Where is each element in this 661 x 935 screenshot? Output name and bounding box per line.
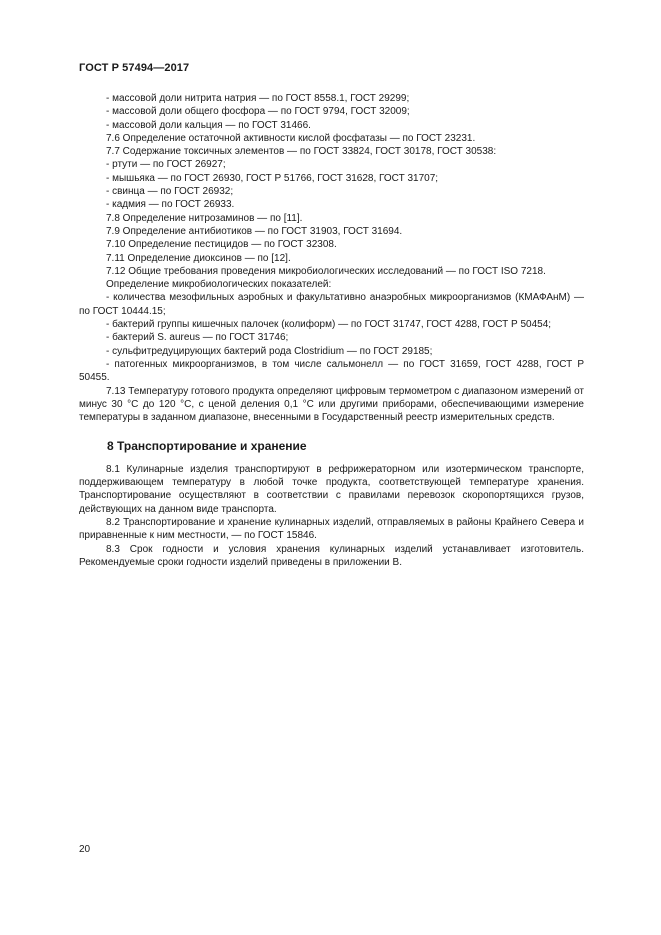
list-item: - массовой доли кальция — по ГОСТ 31466. bbox=[106, 119, 311, 131]
page-number: 20 bbox=[79, 844, 91, 855]
paragraph: 8.1 Кулинарные изделия транспортируют в рефрижераторном или изотермическом транспорте, поддерживающем температуру в любой точке продукта, соответствующей температуре хранения. Транспортирование осуществляют в соответствии с правилами перевозок скоропортящихся грузов, действующих на данном виде транспорта. bbox=[79, 463, 584, 515]
document-header: ГОСТ Р 57494—2017 bbox=[79, 62, 190, 74]
list-item: 7.13 Температуру готового продукта определяют цифровым термометром с диапазоном измерений от минус 30 °С до 120 °С, с ценой деления 0,1 °С или другими приборами, обеспечивающими измерение температуры в заданном диапазоне, внесенными в Государственный реестр измерительных средств. bbox=[79, 385, 584, 424]
paragraph: 8.2 Транспортирование и хранение кулинарных изделий, отправляемых в районы Крайнего Севера и приравненные к ним местности, — по ГОСТ 15846. bbox=[79, 516, 584, 542]
list-item: 7.11 Определение диоксинов — по [12]. bbox=[106, 252, 291, 264]
paragraph: 8.3 Срок годности и условия хранения кулинарных изделий устанавливает изготовитель. Рекомендуемые сроки годности изделий приведены в приложении В. bbox=[79, 543, 584, 568]
list-item: - сульфитредуцирующих бактерий рода Clostridium — по ГОСТ 29185; bbox=[106, 345, 433, 357]
list-item: 7.9 Определение антибиотиков — по ГОСТ 31903, ГОСТ 31694. bbox=[106, 225, 403, 237]
section-7-list bbox=[79, 92, 584, 424]
list-item: - бактерий группы кишечных палочек (колиформ) — по ГОСТ 31747, ГОСТ 4288, ГОСТ Р 50454; bbox=[106, 319, 552, 331]
list-item: 7.12 Общие требования проведения микробиологических исследований — по ГОСТ ISO 7218. bbox=[106, 265, 546, 277]
section-8-heading: 8 Транспортирование и хранение bbox=[107, 439, 307, 454]
section-8-body bbox=[79, 463, 584, 569]
document-body bbox=[79, 92, 584, 569]
list-item: Определение микробиологических показателей: bbox=[106, 279, 332, 291]
list-item: 7.10 Определение пестицидов — по ГОСТ 32308. bbox=[106, 239, 337, 251]
list-item: - патогенных микроорганизмов, в том числе сальмонелл — по ГОСТ 31659, ГОСТ 4288, ГОСТ Р 50455. bbox=[79, 358, 584, 384]
list-item: - массовой доли нитрита натрия — по ГОСТ 8558.1, ГОСТ 29299; bbox=[106, 93, 410, 104]
list-item: 7.7 Содержание токсичных элементов — по ГОСТ 33824, ГОСТ 30178, ГОСТ 30538: bbox=[106, 146, 497, 158]
list-item: - бактерий S. aureus — по ГОСТ 31746; bbox=[106, 332, 289, 344]
list-item: - кадмия — по ГОСТ 26933. bbox=[106, 199, 235, 211]
list-item: - мышьяка — по ГОСТ 26930, ГОСТ Р 51766, ГОСТ 31628, ГОСТ 31707; bbox=[106, 172, 439, 184]
list-item: 7.8 Определение нитрозаминов — по [11]. bbox=[106, 212, 303, 224]
list-item: - свинца — по ГОСТ 26932; bbox=[106, 186, 234, 198]
list-item: - ртути — по ГОСТ 26927; bbox=[106, 159, 226, 171]
list-item: - массовой доли общего фосфора — по ГОСТ 9794, ГОСТ 32009; bbox=[106, 106, 410, 118]
list-item: - количества мезофильных аэробных и факультативно анаэробных микроорганизмов (КМАФАнМ) — по ГОСТ 10444.15; bbox=[79, 292, 584, 317]
list-item: 7.6 Определение остаточной активности кислой фосфатазы — по ГОСТ 23231. bbox=[106, 132, 476, 144]
